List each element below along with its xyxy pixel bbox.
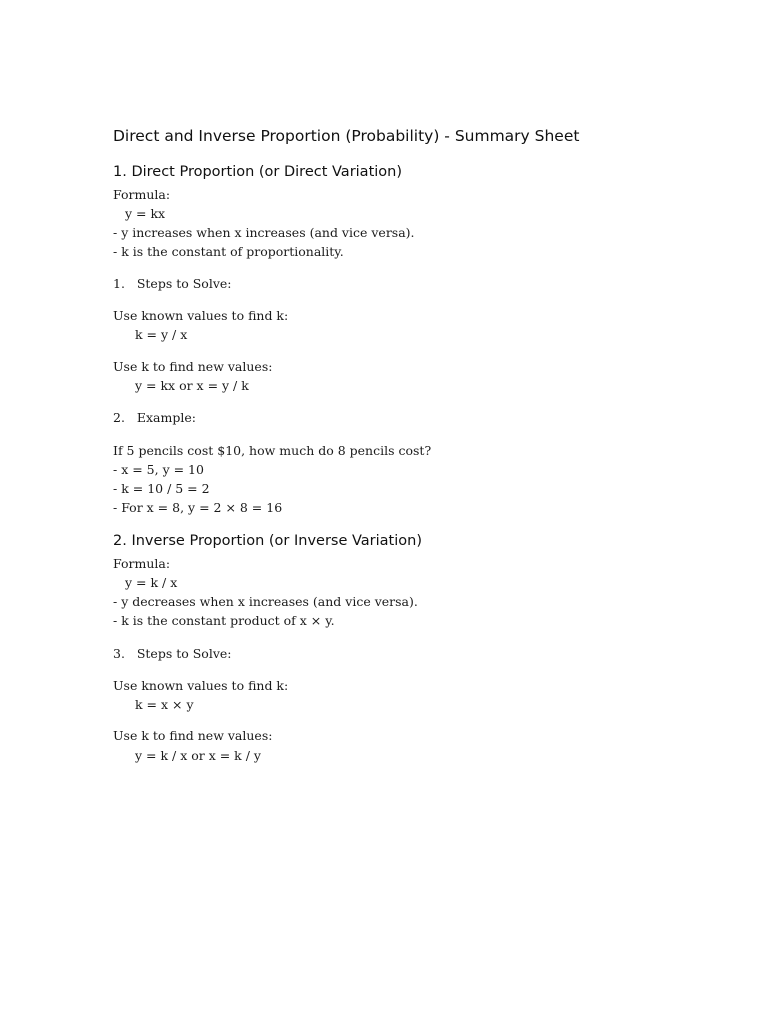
- step-label: Use known values to find k:: [113, 308, 289, 323]
- step-label: Use k to find new values:: [113, 728, 273, 743]
- note-line: - y decreases when x increases (and vice versa).: [113, 594, 418, 609]
- example-heading: 2. Example:: [113, 410, 196, 425]
- formula-label: Formula:: [113, 556, 171, 571]
- note-line: - k is the constant product of x × y.: [113, 613, 335, 628]
- example-question: If 5 pencils cost $10, how much do 8 pencils cost?: [113, 443, 432, 458]
- example-line: - For x = 8, y = 2 × 8 = 16: [113, 500, 283, 515]
- steps-heading: 3. Steps to Solve:: [113, 646, 232, 661]
- formula-text: y = kx: [125, 206, 166, 221]
- example-line: - x = 5, y = 10: [113, 462, 204, 477]
- section-heading-inverse-proportion: 2. Inverse Proportion (or Inverse Variation): [113, 533, 422, 549]
- note-line: - k is the constant of proportionality.: [113, 244, 344, 259]
- example-line: - k = 10 / 5 = 2: [113, 481, 210, 496]
- steps-heading: 1. Steps to Solve:: [113, 276, 232, 291]
- step-formula: y = kx or x = y / k: [135, 378, 249, 393]
- step-label: Use k to find new values:: [113, 359, 273, 374]
- page-title: Direct and Inverse Proportion (Probability) - Summary Sheet: [113, 127, 580, 145]
- step-label: Use known values to find k:: [113, 678, 289, 693]
- formula-label: Formula:: [113, 187, 171, 202]
- step-formula: k = y / x: [135, 327, 188, 342]
- section-heading-direct-proportion: 1. Direct Proportion (or Direct Variation): [113, 164, 403, 180]
- step-formula: k = x × y: [135, 697, 194, 712]
- formula-text: y = k / x: [125, 575, 178, 590]
- note-line: - y increases when x increases (and vice versa).: [113, 225, 415, 240]
- step-formula: y = k / x or x = k / y: [135, 748, 261, 763]
